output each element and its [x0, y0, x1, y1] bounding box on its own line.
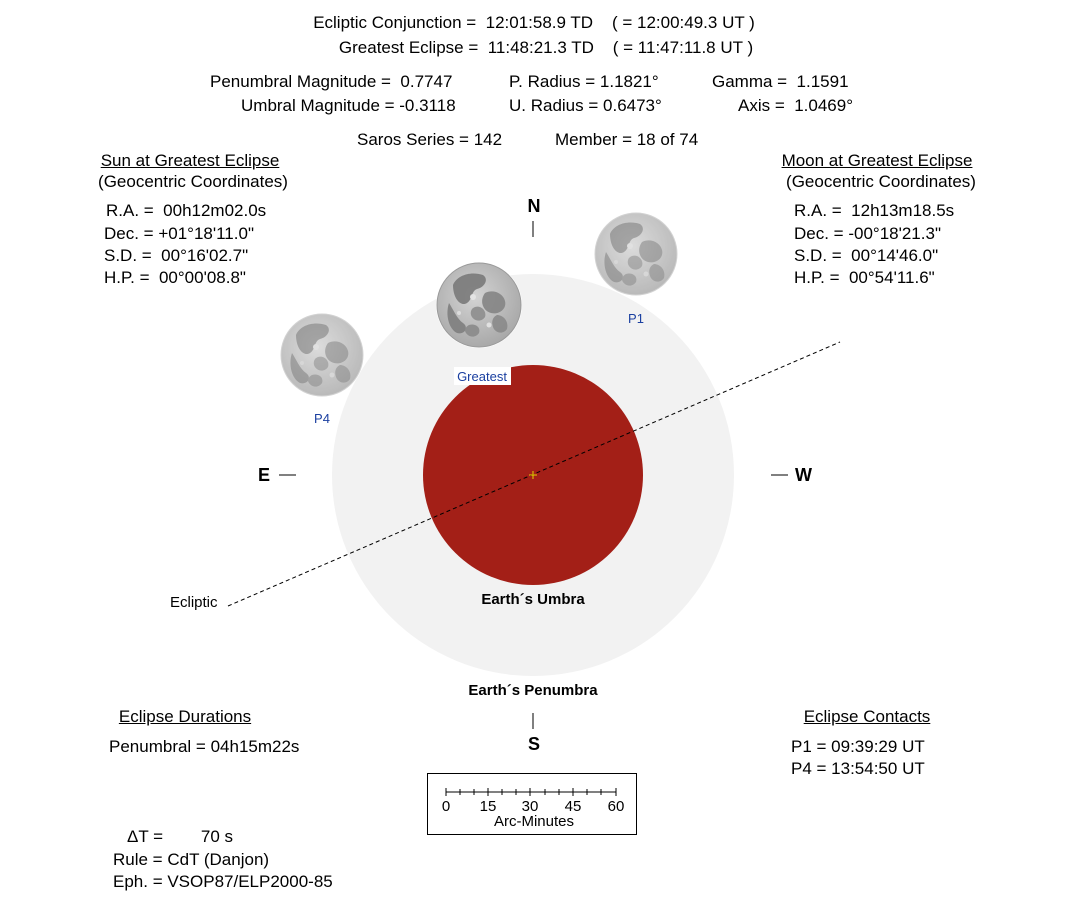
scale-label-0: 0: [441, 798, 451, 815]
moon-p4: [280, 313, 364, 397]
ecliptic-label: Ecliptic: [170, 594, 218, 611]
moon-dec: Dec. = -00°18'21.3": [794, 224, 941, 243]
saros-member: Member = 18 of 74: [555, 130, 699, 149]
greatest-label: Greatest: [457, 369, 507, 384]
scale-label-60: 60: [607, 798, 625, 815]
east-label: E: [258, 465, 271, 485]
umbral-magnitude: Umbral Magnitude = -0.3118: [241, 96, 456, 115]
penumbral-duration: Penumbral = 04h15m22s: [109, 737, 300, 756]
ephemeris-text: Eph. = VSOP87/ELP2000-85: [113, 872, 333, 891]
umbra-label: Earth´s Umbra: [481, 591, 585, 608]
sun-hp: H.P. = 00°00'08.8": [104, 268, 246, 287]
sun-sd: S.D. = 00°16'02.7": [104, 246, 249, 265]
north-label: N: [527, 196, 541, 216]
scale-label-45: 45: [564, 798, 582, 815]
scale-label-30: 30: [521, 798, 539, 815]
gamma-value: Gamma = 1.1591: [712, 72, 849, 91]
moon-p1: [594, 212, 678, 296]
scale-unit-label: Arc-Minutes: [493, 813, 575, 830]
penumbral-radius: P. Radius = 1.1821°: [509, 72, 659, 91]
axis-value: Axis = 1.0469°: [738, 96, 854, 115]
delta-t: ΔT = 70 s: [127, 827, 234, 846]
greatest-eclipse-text: Greatest Eclipse = 11:48:21.3 TD ( = 11:47:11.8 UT ): [338, 38, 754, 57]
contact-p1: P1 = 09:39:29 UT: [791, 737, 925, 756]
conjunction-text: Ecliptic Conjunction = 12:01:58.9 TD ( = 12:00:49.3 UT ): [313, 13, 755, 32]
contacts-title: Eclipse Contacts: [803, 707, 931, 726]
p4-label: P4: [314, 411, 330, 426]
scale-label-15: 15: [479, 798, 497, 815]
moon-hp: H.P. = 00°54'11.6": [794, 268, 935, 287]
p1-label: P1: [628, 311, 644, 326]
moon-ra: R.A. = 12h13m18.5s: [794, 201, 955, 220]
sun-ra: R.A. = 00h12m02.0s: [106, 201, 267, 220]
penumbral-magnitude: Penumbral Magnitude = 0.7747: [210, 72, 453, 91]
west-label: W: [795, 465, 812, 485]
rule-text: Rule = CdT (Danjon): [113, 850, 270, 869]
umbral-radius: U. Radius = 0.6473°: [509, 96, 662, 115]
saros-series: Saros Series = 142: [357, 130, 503, 149]
moon-title: Moon at Greatest Eclipse: [781, 151, 973, 170]
sun-subtitle: (Geocentric Coordinates): [98, 172, 288, 191]
penumbra-label: Earth´s Penumbra: [468, 682, 598, 699]
moon-subtitle: (Geocentric Coordinates): [786, 172, 976, 191]
sun-title: Sun at Greatest Eclipse: [100, 151, 280, 170]
durations-title: Eclipse Durations: [118, 707, 252, 726]
moon-greatest: [436, 262, 522, 348]
sun-dec: Dec. = +01°18'11.0": [104, 224, 254, 243]
moon-sd: S.D. = 00°14'46.0": [794, 246, 939, 265]
contact-p4: P4 = 13:54:50 UT: [791, 759, 925, 778]
south-label: S: [527, 734, 541, 754]
